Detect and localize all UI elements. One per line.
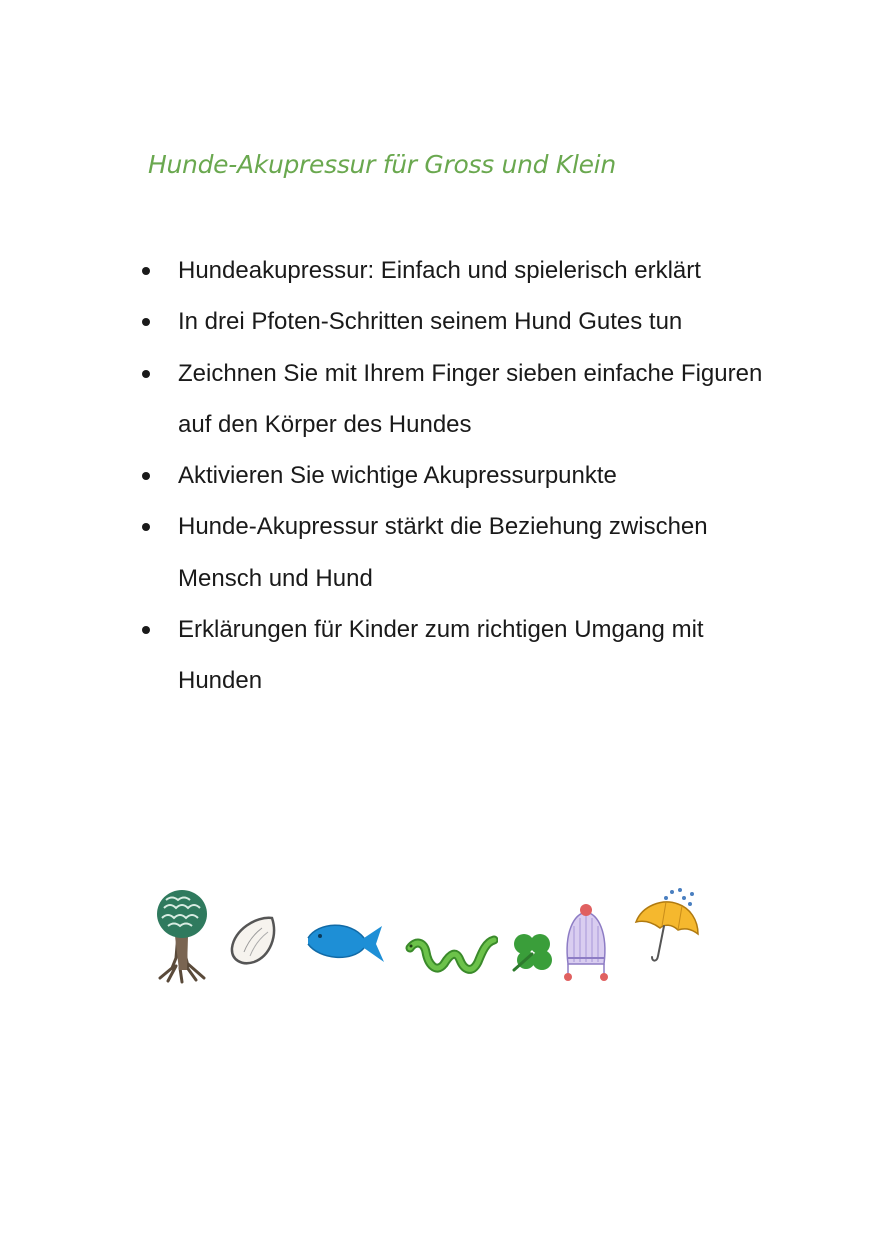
umbrella-icon (632, 884, 704, 966)
list-item (140, 450, 780, 501)
snake-icon (402, 934, 498, 984)
list-item-text: Aktivieren Sie wichtige Akupressurpunkte (178, 462, 617, 490)
list-item (140, 348, 780, 451)
fish-icon (304, 918, 386, 966)
list-item-text: In drei Pfoten-Schritten seinem Hund Gutes tun (178, 308, 683, 336)
list-item-text: Hunde-Akupressur stärkt die Beziehung zwischen Mensch und Hund (178, 513, 708, 592)
hat-icon (560, 902, 612, 986)
bullet-icon (142, 370, 150, 378)
list-item-text: Hundeakupressur: Einfach und spielerisch erklärt (178, 257, 701, 284)
list-item (140, 245, 780, 296)
bullet-icon (142, 267, 150, 275)
list-item-text: Zeichnen Sie mit Ihrem Finger sieben einfache Figuren auf den Körper des Hundes (178, 359, 763, 438)
list-item (140, 296, 780, 347)
bullet-icon (142, 523, 150, 531)
page-title: Hunde-Akupressur für Gross und Klein (148, 150, 616, 179)
tree-icon (152, 886, 216, 984)
list-item-text: Erklärungen für Kinder zum richtigen Umgang mit Hunden (178, 616, 704, 695)
bullet-list (140, 245, 780, 707)
clover-icon (506, 930, 558, 976)
egg-icon (226, 912, 282, 968)
bullet-icon (142, 626, 150, 634)
list-item (140, 604, 780, 707)
figures-illustration-row (150, 880, 710, 990)
bullet-icon (142, 318, 150, 326)
list-item (140, 501, 780, 604)
bullet-icon (142, 472, 150, 480)
